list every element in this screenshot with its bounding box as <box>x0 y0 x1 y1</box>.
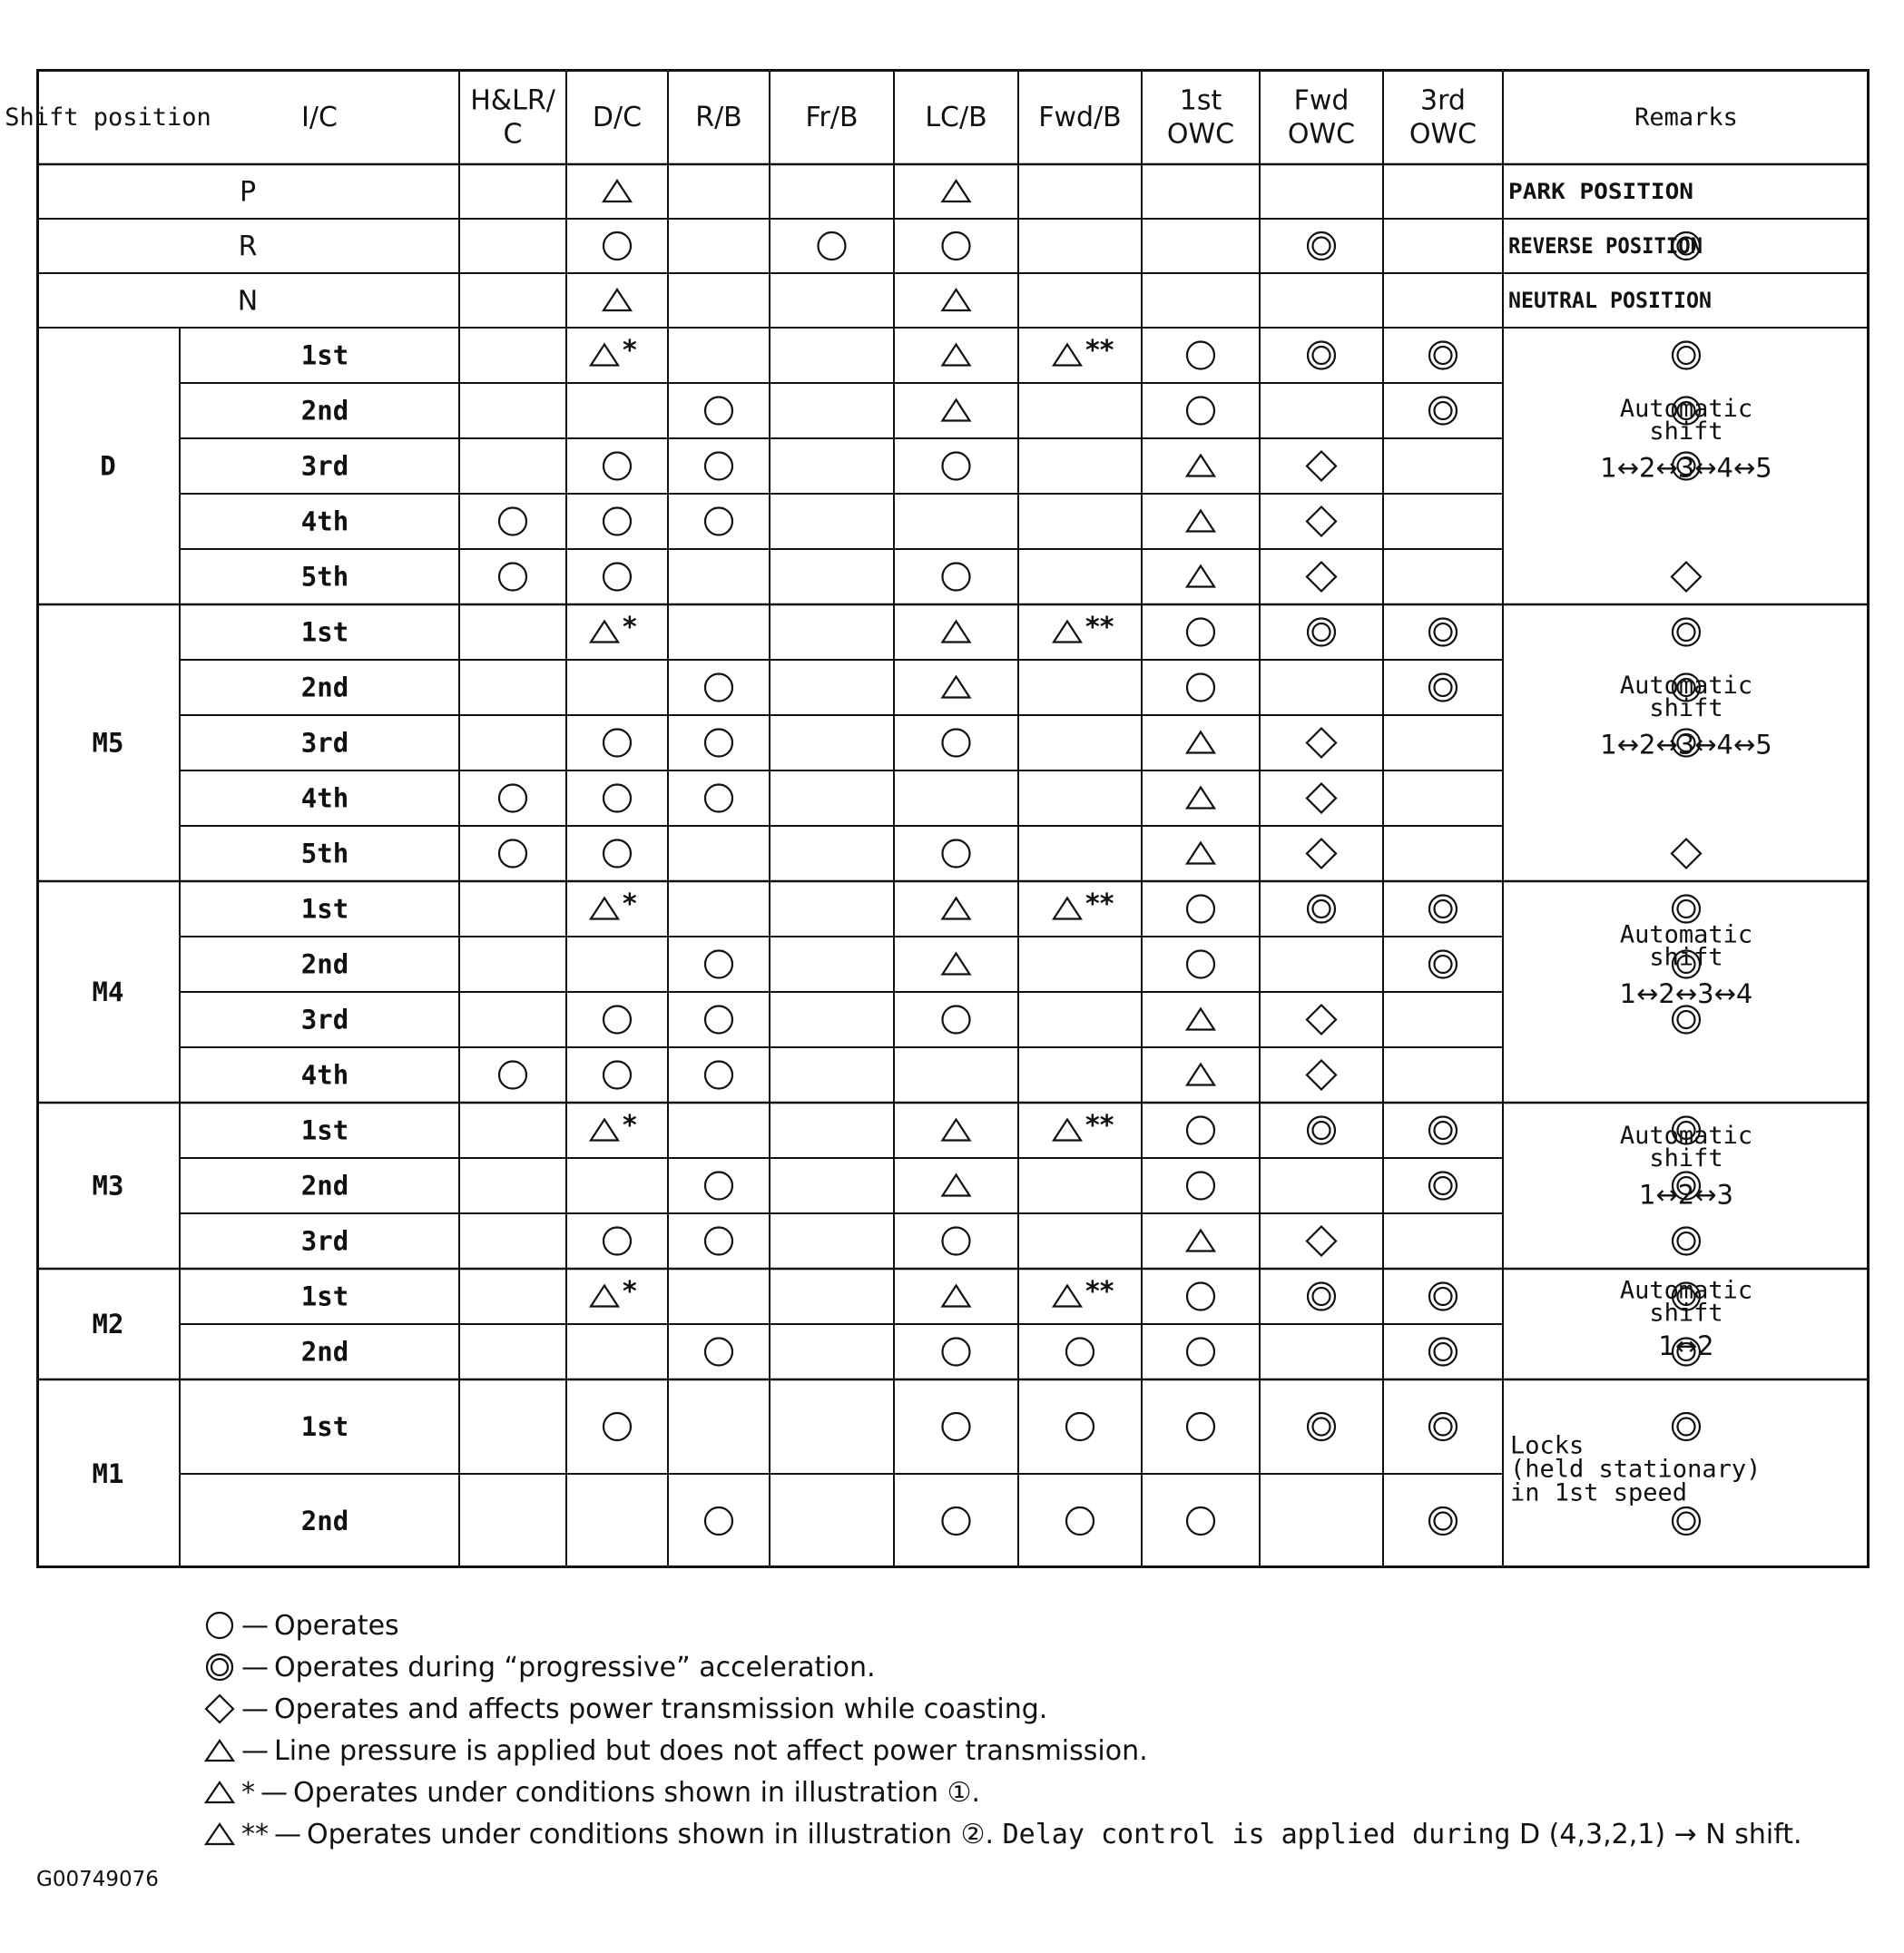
circle-icon <box>604 453 631 480</box>
remark-m5-line2: shift <box>1649 694 1723 722</box>
circle-icon <box>705 453 732 480</box>
circle-icon <box>499 785 526 812</box>
gear-label-d-5th: 5th <box>300 561 349 593</box>
header-1st-owc-line2: OWC <box>1166 118 1235 151</box>
remark-m1-line1: Locks <box>1510 1431 1585 1460</box>
circle-icon <box>1066 1507 1094 1535</box>
legend-row-star2 <box>203 1813 1855 1855</box>
legend-star2-text: Operates under conditions shown in illustration ②. <box>307 1818 995 1850</box>
circle-icon <box>705 1062 732 1089</box>
legend-dash: — <box>241 1609 269 1642</box>
remark-m3-line3: 1↔2↔3 <box>1639 1179 1733 1211</box>
circle-icon <box>943 453 970 480</box>
circle-icon <box>705 1006 732 1034</box>
triangle-icon <box>943 1175 970 1196</box>
circle-icon <box>604 1006 631 1034</box>
triangle-icon <box>1187 511 1214 532</box>
legend-operates-text: Operates <box>274 1609 399 1642</box>
double-circle-icon <box>1308 232 1335 260</box>
header-shift-position: Shift position <box>5 103 211 132</box>
legend-dash: — <box>241 1693 269 1725</box>
gear-label-m4-4th: 4th <box>300 1059 349 1091</box>
circle-icon <box>943 1228 970 1255</box>
diamond-icon <box>1307 1061 1336 1090</box>
double-circle-icon <box>1429 951 1457 978</box>
circle-icon <box>1187 342 1214 369</box>
legend-star1-marker: * <box>241 1776 255 1809</box>
double-circle-icon <box>1673 619 1700 646</box>
double-asterisk-marker: ** <box>1085 335 1114 367</box>
asterisk-marker: * <box>623 1110 637 1142</box>
circle-icon <box>1187 1283 1214 1310</box>
legend-star2-marker: ** <box>241 1818 269 1850</box>
remark-m4-line1: Automatic <box>1619 920 1753 949</box>
circle-icon <box>705 951 732 978</box>
legend-row-coasting <box>203 1688 1855 1730</box>
diamond-icon <box>203 1691 240 1727</box>
legend-coasting-text: Operates and affects power transmission while coasting. <box>274 1693 1048 1725</box>
gear-label-d-1st: 1st <box>300 339 349 371</box>
double-circle-icon <box>1308 342 1335 369</box>
double-circle-icon <box>1429 1283 1457 1310</box>
triangle-icon <box>1054 1110 1114 1142</box>
triangle-icon <box>203 1732 240 1769</box>
remark-m3-line2: shift <box>1649 1144 1723 1173</box>
circle-icon <box>705 1173 732 1200</box>
circle-icon <box>943 840 970 868</box>
double-circle-icon <box>1673 1413 1700 1440</box>
double-asterisk-marker: ** <box>1085 1110 1114 1142</box>
circle-icon <box>604 1062 631 1089</box>
header-fwd-b: Fwd/B <box>1038 102 1122 133</box>
circle-icon <box>1187 1507 1214 1535</box>
remark-r: REVERSE POSITION <box>1508 233 1703 259</box>
legend-star2-tail: D (4,3,2,1) → N shift. <box>1519 1818 1802 1850</box>
legend-row-line-pressure <box>203 1730 1855 1771</box>
circle-icon <box>1187 1413 1214 1440</box>
asterisk-marker: * <box>623 1276 637 1308</box>
triangle-icon <box>1054 335 1114 367</box>
triangle-icon <box>943 954 970 975</box>
gear-label-m4-1st: 1st <box>300 893 349 925</box>
triangle-icon <box>1187 1009 1214 1030</box>
symbol-legend <box>203 1605 1855 1855</box>
triangle-icon <box>591 888 637 920</box>
asterisk-marker: * <box>623 335 637 367</box>
circle-icon <box>499 1062 526 1089</box>
header-h-lr-c: H&LR/ <box>470 84 555 117</box>
remark-m2-line1: Automatic <box>1619 1276 1753 1305</box>
circle-icon <box>1066 1339 1094 1366</box>
triangle-icon <box>1187 732 1214 753</box>
circle-icon <box>499 840 526 868</box>
circle-icon <box>203 1607 240 1644</box>
gear-label-m3-2nd: 2nd <box>300 1170 349 1202</box>
double-circle-icon <box>1429 1507 1457 1535</box>
remark-m3-line1: Automatic <box>1619 1122 1753 1150</box>
triangle-icon <box>591 335 637 367</box>
remark-m2-line2: shift <box>1649 1299 1723 1328</box>
circle-icon <box>604 785 631 812</box>
double-circle-icon <box>1429 1413 1457 1440</box>
shift-position-m2: M2 <box>92 1309 124 1340</box>
triangle-icon <box>943 898 970 919</box>
circle-icon <box>604 1413 631 1440</box>
legend-line-pressure-text: Line pressure is applied but does not affect power transmission. <box>274 1734 1148 1767</box>
shift-position-p: P <box>239 176 257 209</box>
triangle-icon <box>1187 566 1214 587</box>
circle-icon <box>604 1228 631 1255</box>
triangle-icon <box>943 181 970 201</box>
circle-icon <box>705 397 732 425</box>
triangle-icon <box>943 345 970 366</box>
circle-icon <box>705 674 732 702</box>
circle-icon <box>943 1339 970 1366</box>
double-circle-icon <box>1673 1006 1700 1034</box>
double-circle-icon <box>1673 1507 1700 1535</box>
shift-position-m1: M1 <box>92 1458 124 1489</box>
diamond-icon <box>1672 839 1701 869</box>
circle-icon <box>499 564 526 591</box>
double-circle-icon <box>1429 1173 1457 1200</box>
gear-label-m2-2nd: 2nd <box>300 1336 349 1368</box>
asterisk-marker: * <box>623 612 637 643</box>
circle-icon <box>1187 951 1214 978</box>
remark-d-line2: shift <box>1649 417 1723 446</box>
legend-star1-text: Operates under conditions shown in illustration ①. <box>293 1776 981 1809</box>
legend-star2-mono: Delay control is applied during <box>1002 1818 1511 1850</box>
gear-label-m2-1st: 1st <box>300 1281 349 1312</box>
double-circle-icon <box>1673 342 1700 369</box>
legend-dash: — <box>241 1651 269 1683</box>
circle-icon <box>705 1339 732 1366</box>
double-asterisk-marker: ** <box>1085 1276 1114 1308</box>
remark-p: PARK POSITION <box>1508 179 1693 204</box>
circle-icon <box>943 564 970 591</box>
remark-m4-line3: 1↔2↔3↔4 <box>1619 978 1753 1009</box>
circle-icon <box>943 730 970 757</box>
gear-label-d-3rd: 3rd <box>300 450 349 482</box>
double-circle-icon <box>203 1649 240 1685</box>
circle-icon <box>705 508 732 535</box>
double-circle-icon <box>1429 896 1457 923</box>
double-circle-icon <box>1429 397 1457 425</box>
circle-icon <box>604 564 631 591</box>
circle-icon <box>1187 674 1214 702</box>
triangle-icon <box>1054 612 1114 643</box>
remark-n: NEUTRAL POSITION <box>1508 288 1712 313</box>
header-1st-owc: 1st <box>1179 84 1222 117</box>
diamond-icon <box>1307 1227 1336 1256</box>
triangle-icon <box>604 290 631 310</box>
double-circle-icon <box>1308 1283 1335 1310</box>
double-circle-icon <box>1673 1228 1700 1255</box>
diamond-icon <box>1307 507 1336 536</box>
gear-label-m4-2nd: 2nd <box>300 948 349 980</box>
circle-icon <box>1187 1173 1214 1200</box>
triangle-icon <box>1187 1231 1214 1251</box>
double-circle-icon <box>1308 1117 1335 1144</box>
gear-label-d-2nd: 2nd <box>300 395 349 427</box>
diamond-icon <box>1307 452 1336 481</box>
diamond-icon <box>1672 563 1701 592</box>
triangle-icon <box>1187 788 1214 809</box>
shift-position-n: N <box>237 285 259 318</box>
legend-progressive-text: Operates during “progressive” acceleration. <box>274 1651 876 1683</box>
header-3rd-owc: 3rd <box>1420 84 1466 117</box>
header-lc-b: LC/B <box>925 102 987 133</box>
figure-id: G00749076 <box>36 1868 159 1891</box>
gear-label-m4-3rd: 3rd <box>300 1004 349 1035</box>
remark-d-line1: Automatic <box>1619 395 1753 423</box>
remark-m5-line1: Automatic <box>1619 672 1753 700</box>
gear-label-m5-5th: 5th <box>300 838 349 869</box>
remark-m2-line3: 1↔2 <box>1658 1330 1714 1361</box>
double-asterisk-marker: ** <box>1085 888 1114 920</box>
header-remarks: Remarks <box>1634 103 1738 132</box>
double-circle-icon <box>1429 1117 1457 1144</box>
triangle-icon <box>943 622 970 643</box>
header-fwd-owc: Fwd <box>1293 84 1349 117</box>
legend-row-operates <box>203 1605 1855 1646</box>
triangle-icon <box>1054 1276 1114 1308</box>
asterisk-marker: * <box>623 888 637 920</box>
circle-icon <box>499 508 526 535</box>
circle-icon <box>1187 1117 1214 1144</box>
circle-icon <box>1187 397 1214 425</box>
triangle-icon <box>591 1110 637 1142</box>
gear-label-d-4th: 4th <box>300 505 349 537</box>
header-i-c: I/C <box>301 102 338 133</box>
circle-icon <box>1187 896 1214 923</box>
circle-icon <box>943 1006 970 1034</box>
diamond-icon <box>1307 1006 1336 1035</box>
circle-icon <box>705 1228 732 1255</box>
circle-icon <box>705 1507 732 1535</box>
circle-icon <box>943 1413 970 1440</box>
triangle-icon <box>1187 843 1214 864</box>
triangle-icon <box>591 1276 637 1308</box>
diamond-icon <box>1307 839 1336 869</box>
double-circle-icon <box>1308 896 1335 923</box>
remark-m1-line2: (held stationary) <box>1510 1455 1762 1484</box>
circle-icon <box>1066 1413 1094 1440</box>
double-circle-icon <box>1673 896 1700 923</box>
triangle-icon <box>943 677 970 698</box>
double-circle-icon <box>1429 342 1457 369</box>
diamond-icon <box>1307 563 1336 592</box>
triangle-icon <box>604 181 631 201</box>
triangle-icon <box>1187 456 1214 476</box>
circle-icon <box>604 730 631 757</box>
header-r-b: R/B <box>695 102 742 133</box>
header-fwd-owc-line2: OWC <box>1287 118 1356 151</box>
double-asterisk-marker: ** <box>1085 612 1114 643</box>
double-circle-icon <box>1429 1339 1457 1366</box>
diamond-icon <box>1307 784 1336 813</box>
shift-position-m5: M5 <box>92 727 124 759</box>
remark-m5-line3: 1↔2↔3↔4↔5 <box>1600 729 1772 761</box>
gear-label-m5-4th: 4th <box>300 782 349 814</box>
legend-dash: — <box>241 1734 269 1767</box>
shift-position-r: R <box>238 231 258 263</box>
gear-label-m5-3rd: 3rd <box>300 727 349 759</box>
circle-icon <box>604 840 631 868</box>
circle-icon <box>705 785 732 812</box>
clutch-brake-engagement-chart <box>5 69 1870 1578</box>
legend-row-star1 <box>203 1771 1855 1813</box>
circle-icon <box>604 232 631 260</box>
double-circle-icon <box>1429 674 1457 702</box>
circle-icon <box>604 508 631 535</box>
remark-d-line3: 1↔2↔3↔4↔5 <box>1600 452 1772 484</box>
gear-label-m5-2nd: 2nd <box>300 672 349 703</box>
remark-m4-line2: shift <box>1649 943 1723 972</box>
gear-label-m1-1st: 1st <box>300 1411 349 1442</box>
triangle-icon <box>943 1286 970 1307</box>
triangle-icon <box>203 1774 240 1811</box>
triangle-icon <box>943 1120 970 1141</box>
gear-label-m3-3rd: 3rd <box>300 1225 349 1257</box>
double-circle-icon <box>1429 619 1457 646</box>
legend-dash: — <box>274 1818 301 1850</box>
triangle-icon <box>1054 888 1114 920</box>
shift-position-m4: M4 <box>92 976 124 1007</box>
circle-icon <box>1187 619 1214 646</box>
diamond-icon <box>1307 729 1336 758</box>
shift-operation-table <box>5 69 1870 1578</box>
shift-position-m3: M3 <box>92 1170 124 1202</box>
triangle-icon <box>943 400 970 421</box>
header-h-lr-c-line2: C <box>503 118 523 151</box>
circle-icon <box>943 1507 970 1535</box>
circle-icon <box>1187 1339 1214 1366</box>
circle-icon <box>943 232 970 260</box>
legend-dash: — <box>260 1776 288 1809</box>
triangle-icon <box>203 1816 240 1852</box>
gear-label-m3-1st: 1st <box>300 1114 349 1146</box>
header-fr-b: Fr/B <box>805 102 859 133</box>
triangle-icon <box>943 290 970 310</box>
circle-icon <box>705 730 732 757</box>
header-3rd-owc-line2: OWC <box>1408 118 1477 151</box>
double-circle-icon <box>1308 619 1335 646</box>
gear-label-m1-2nd: 2nd <box>300 1506 349 1536</box>
double-circle-icon <box>1308 1413 1335 1440</box>
header-d-c: D/C <box>592 102 643 133</box>
shift-position-d: D <box>100 450 116 482</box>
gear-label-m5-1st: 1st <box>300 616 349 648</box>
circle-icon <box>819 232 846 260</box>
triangle-icon <box>591 612 637 643</box>
legend-row-progressive <box>203 1646 1855 1688</box>
triangle-icon <box>1187 1065 1214 1085</box>
remark-m1-line3: in 1st speed <box>1510 1478 1688 1507</box>
